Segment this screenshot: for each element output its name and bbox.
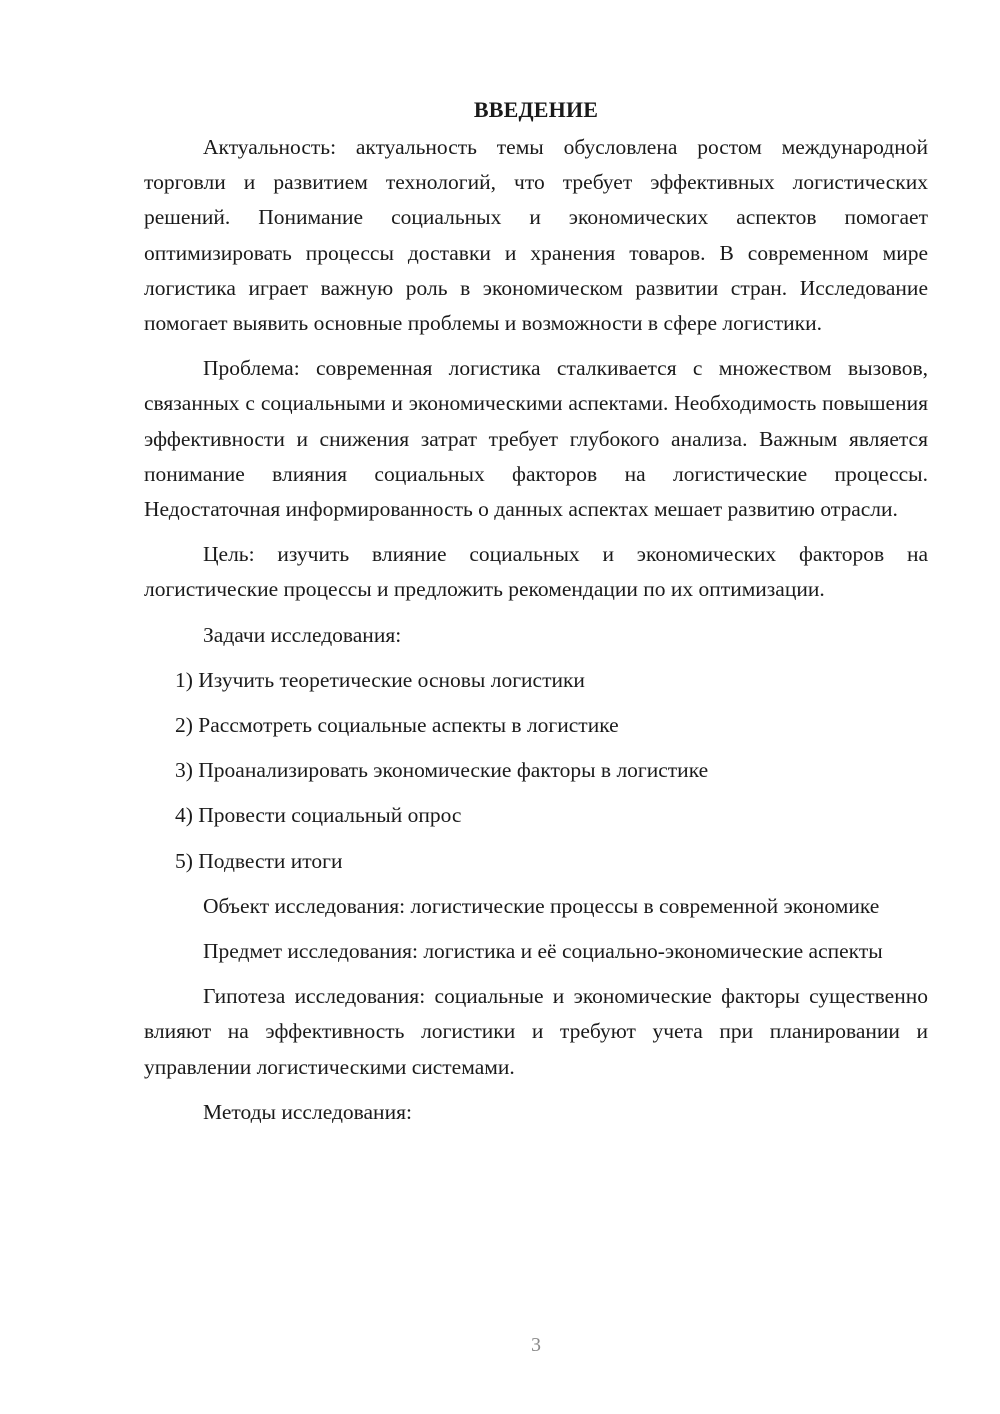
paragraph-subject: Предмет исследования: логистика и её социально-экономические аспекты	[203, 939, 883, 964]
list-item: 1) Изучить теоретические основы логистики	[175, 667, 585, 692]
paragraph-hypothesis: Гипотеза исследования: социальные и экономические факторы существенно влияют на эффективность логистики и требуют учета при планировании и управлении логистическими системами.	[144, 984, 928, 1079]
tasks-list	[144, 663, 928, 879]
section-heading: ВВЕДЕНИЕ	[473, 97, 599, 122]
paragraph-tasks-intro: Задачи исследования:	[203, 622, 402, 647]
page-content	[144, 92, 928, 1140]
paragraph-goal: Цель: изучить влияние социальных и экономических факторов на логистические процессы и предложить рекомендации по их оптимизации.	[144, 542, 928, 602]
page-number: 3	[531, 1334, 541, 1356]
paragraph-object: Объект исследования: логистические процессы в современной экономике	[203, 893, 880, 918]
list-item: 4) Провести социальный опрос	[175, 803, 462, 828]
paragraph-problem: Проблема: современная логистика сталкивается с множеством вызовов, связанных с социальными и экономическими аспектами. Необходимость повышения эффективности и снижения затрат требует глубокого анализа. Важным является понимание влияния социальных факторов на логистические процессы. Недостаточная информированность о данных аспектах мешает развитию отрасли.	[144, 356, 928, 522]
paragraph-methods: Методы исследования:	[203, 1099, 412, 1124]
list-item: 2) Рассмотреть социальные аспекты в логистике	[175, 713, 619, 738]
list-item: 5) Подвести итоги	[175, 848, 343, 873]
list-item: 3) Проанализировать экономические факторы в логистике	[175, 758, 709, 783]
paragraph-relevance: Актуальность: актуальность темы обусловлена ростом международной торговли и развитием технологий, что требует эффективных логистических решений. Понимание социальных и экономических аспектов помогает оптимизировать процессы доставки и хранения товаров. В современном мире логистика играет важную роль в экономическом развитии стран. Исследование помогает выявить основные проблемы и возможности в сфере логистики.	[144, 135, 928, 336]
